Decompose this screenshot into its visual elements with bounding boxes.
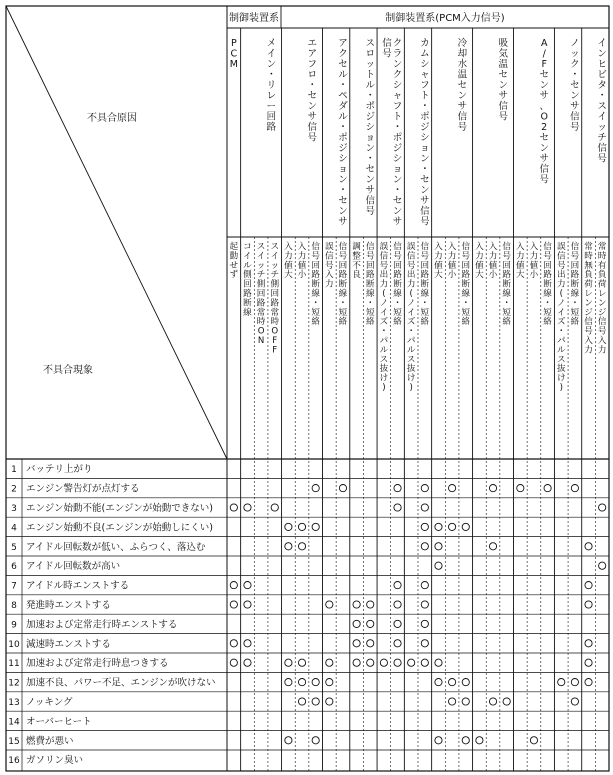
cause-mark-circle [367,640,374,647]
cause-mark-circle [462,679,469,686]
detail-label: スイッチ側回路常時 O N [256,242,266,346]
cause-mark-circle [230,659,237,666]
cause-mark-circle [571,698,578,705]
component-label: カムシャフト・ポジション・センサ信号 [420,38,430,228]
cause-mark-circle [530,737,537,744]
cause-mark-circle [449,679,456,686]
detail-label: 誤信号出力(ノイズ・パルス抜け) [406,242,416,393]
detail-label: コイル側回路断線 [243,242,252,318]
row-number: 6 [11,562,17,573]
cause-mark-circle [285,543,292,550]
cause-mark-circle [421,582,428,589]
component-label: スロットル・ポジション・センサ信号 [365,38,376,217]
cause-mark-circle [585,679,592,686]
cause-mark-circle [421,601,428,608]
cause-mark-circle [421,640,428,647]
cause-axis-title: 不具合原因 [87,113,137,124]
detail-label: 信号回路断線・短絡 [461,242,471,328]
detail-label: 信号回路断線・短絡 [570,242,580,328]
cause-mark-circle [298,659,305,666]
cause-mark-circle [571,679,578,686]
detail-label: 誤信号出力(ノイズ・パルス抜け) [379,242,389,393]
cause-mark-circle [435,543,442,550]
detail-label: 常時無負荷レンジ信号入力 [584,242,593,356]
detail-label: 信号回路断線・短絡 [502,242,511,328]
symptom-label: 加速および定常走行時エンストする [26,619,178,631]
component-label: A / F センサ、 O 2 センサ信号 [539,38,549,186]
cause-mark-circle [298,679,305,686]
cause-mark-circle [599,504,606,511]
row-number: 9 [11,620,17,631]
detail-label: 入力値大 [284,242,293,281]
detail-label: 入力値大 [516,242,525,281]
cause-mark-circle [271,504,278,511]
detail-label: 信号回路断線・短絡 [543,242,552,328]
cause-mark-circle [585,582,592,589]
row-number: 3 [11,504,17,514]
symptom-label: アイドル回転数が高い [26,561,121,573]
cause-mark-circle [312,523,319,530]
cause-mark-circle [489,698,496,705]
row-number: 8 [11,601,17,611]
row-number: 5 [11,542,17,553]
symptom-label: ノッキング [26,697,73,708]
row-number: 15 [8,736,20,747]
symptom-label: 燃費が悪い [26,735,74,747]
cause-mark-circle [449,485,456,492]
cause-mark-circle [571,485,578,492]
cause-mark-circle [244,640,251,647]
cause-mark-circle [585,659,592,666]
detail-label: 調整不良 [352,242,361,281]
cause-mark-circle [435,523,442,530]
cause-mark-circle [394,620,401,627]
symptom-label: オーバーヒート [26,716,92,728]
symptom-label: 減速時エンストする [26,638,111,650]
cause-mark-circle [408,659,415,666]
cause-mark-circle [339,485,346,492]
cause-mark-circle [230,601,237,608]
cause-mark-circle [367,620,374,627]
component-label: ノック・センサ信号 [570,38,580,133]
cause-mark-circle [244,504,251,511]
detail-label: 常時有負荷レンジ信号入力 [597,242,607,356]
symptom-label: エンジン警告灯が点灯する [26,483,140,495]
cause-mark-circle [544,485,551,492]
cause-mark-circle [326,679,333,686]
cause-mark-circle [421,523,428,530]
detail-label: 入力値小 [447,242,457,281]
detail-label: 入力値小 [488,242,498,281]
cause-mark-circle [244,582,251,589]
component-label: 吸気温センサ信号 [498,38,509,123]
cause-mark-circle [353,659,360,666]
cause-mark-circle [517,485,524,492]
symptom-label: ガソリン臭い [26,755,84,767]
symptom-label: エンジン始動不良(エンジンが始動しにくい) [26,522,213,534]
symptom-label: 加速および定常走行時息つきする [26,658,169,670]
cause-mark-circle [394,640,401,647]
detail-label: スイッチ側回路常時 O F F [270,242,280,356]
cause-mark-circle [558,679,565,686]
row-number: 7 [11,581,17,592]
cause-mark-circle [476,737,483,744]
cause-mark-circle [435,737,442,744]
symptom-label: バッテリ上がり [26,464,93,476]
header-diagonal [6,6,227,459]
cause-mark-circle [421,543,428,550]
cause-mark-circle [312,737,319,744]
cause-mark-circle [503,698,510,705]
cause-mark-circle [449,698,456,705]
cause-mark-circle [312,698,319,705]
cause-mark-circle [367,601,374,608]
symptom-label: エンジン始動不能(エンジンが始動できない) [26,503,213,514]
component-label: インヒビタ・スイッチ信号 [597,38,607,165]
cause-mark-circle [285,679,292,686]
row-number: 10 [8,639,20,650]
row-number: 16 [8,756,20,767]
detail-label: 入力値小 [529,242,539,281]
cause-mark-circle [394,582,401,589]
row-number: 12 [8,678,20,689]
cause-mark-circle [230,640,237,647]
group-header-control: 制御装置系 [229,13,279,24]
cause-mark-circle [435,562,442,569]
cause-mark-circle [326,659,333,666]
cause-mark-circle [353,601,360,608]
cause-mark-circle [435,659,442,666]
cause-mark-circle [462,698,469,705]
cause-mark-circle [421,620,428,627]
cause-mark-circle [585,543,592,550]
cause-mark-circle [421,504,428,511]
cause-mark-circle [599,562,606,569]
cause-mark-circle [312,679,319,686]
cause-mark-circle [244,601,251,608]
detail-label: 信号回路断線・短絡 [365,242,375,328]
detail-label: 入力値大 [475,242,484,281]
cause-mark-circle [298,698,305,705]
cause-mark-circle [326,698,333,705]
detail-label: 誤信号出力(ノイズ・パルス抜け) [556,242,566,393]
cause-mark-circle [421,659,428,666]
detail-label: 誤信号入力 [325,242,334,290]
component-label: 冷却水温センサ信号 [457,38,468,133]
detail-label: 入力値小 [297,242,307,281]
cause-mark-circle [394,504,401,511]
cause-mark-circle [353,620,360,627]
cause-mark-circle [244,659,251,666]
cause-mark-circle [394,485,401,492]
cause-mark-circle [489,485,496,492]
cause-mark-circle [230,504,237,511]
detail-label: 起動せず [229,242,239,281]
detail-label: 信号回路断線・短絡 [420,242,430,328]
row-number: 14 [8,717,20,728]
cause-mark-circle [285,737,292,744]
cause-mark-circle [285,659,292,666]
detail-label: 信号回路断線・短絡 [311,242,320,328]
row-number: 1 [11,465,17,476]
cause-mark-circle [380,659,387,666]
symptom-label: アイドル時エンストする [26,580,130,592]
cause-mark-circle [394,659,401,666]
cause-mark-circle [298,523,305,530]
component-label: エアフロ・センサ信号 [307,38,318,144]
cause-mark-circle [394,601,401,608]
row-number: 4 [11,523,17,534]
cause-mark-circle [312,485,319,492]
detail-label: 入力値大 [434,242,443,281]
cause-mark-circle [585,640,592,647]
detail-label: 信号回路断線・短絡 [393,242,402,328]
cause-mark-circle [585,601,592,608]
cause-mark-circle [462,523,469,530]
row-number: 11 [8,659,20,670]
cause-mark-circle [326,601,333,608]
group-header-pcm-input: 制御装置系(PCM入力信号) [385,13,505,24]
row-number: 13 [8,698,20,708]
component-label: P C M [229,38,238,70]
cause-mark-circle [435,679,442,686]
cause-mark-circle [285,523,292,530]
symptom-label: 発進時エンストする [26,600,111,611]
row-number: 2 [11,484,17,495]
symptom-label: アイドル回転数が低い、ふらつく、落込む [26,541,206,553]
cause-mark-circle [353,640,360,647]
component-label: クランクシャフト・ポジション・センサ信号 [382,38,403,228]
cause-mark-circle [489,543,496,550]
cause-mark-circle [462,737,469,744]
detail-label: 信号回路断線・短絡 [338,242,348,328]
cause-mark-circle [367,659,374,666]
cause-mark-circle [230,582,237,589]
component-label: メイン・リレー回路 [266,38,277,133]
symptom-axis-title: 不具合現象 [43,365,93,376]
component-label: アクセル・ペダル・ポジション・センサ [338,38,348,228]
cause-mark-circle [421,485,428,492]
cause-mark-circle [298,543,305,550]
symptom-label: 加速不良、パワー不足、エンジンが吹けない [26,677,216,689]
cause-mark-circle [449,523,456,530]
